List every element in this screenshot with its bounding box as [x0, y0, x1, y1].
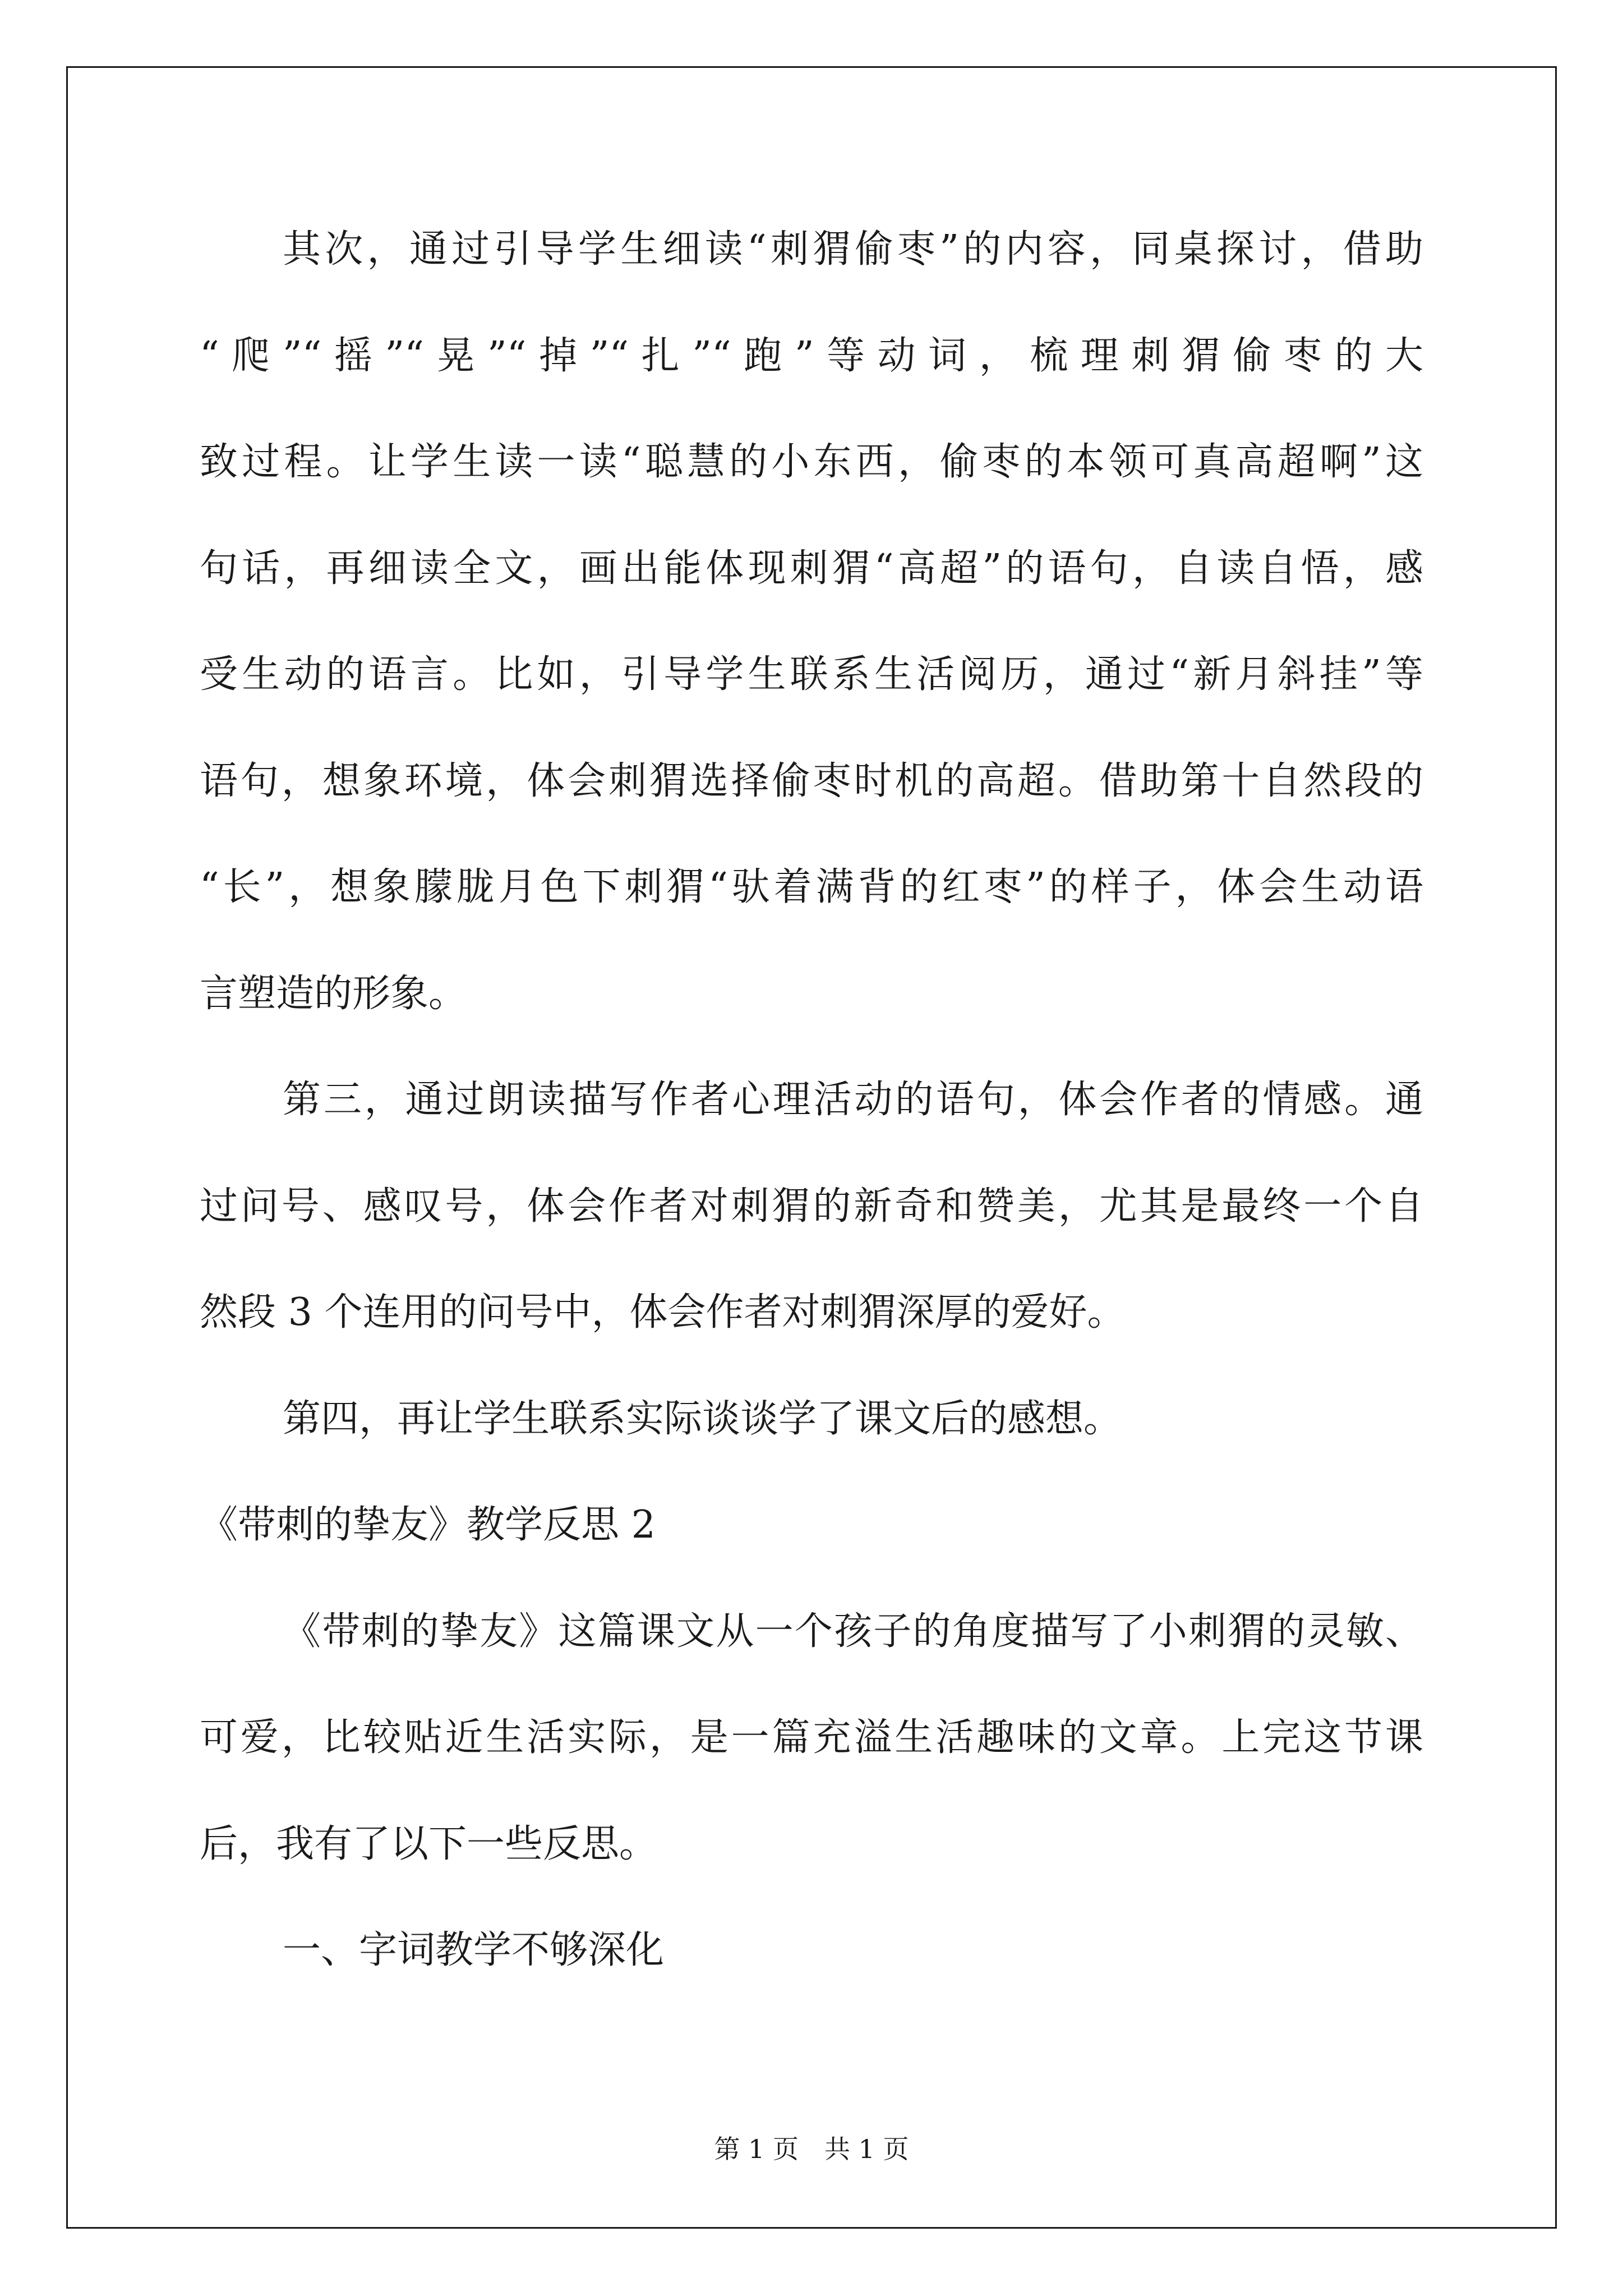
subheading: 一、字词教学不够深化	[283, 1928, 665, 1972]
text-line: 《带刺的挚友》这篇课文从一个孩子的角度描写了小刺猬的灵敏、	[283, 1609, 1423, 1654]
text-line: “爬”“摇”“晃”“掉”“扎”“跑”等动词，梳理刺猬偷枣的大	[200, 333, 1423, 378]
text-line: 受生动的语言。比如，引导学生联系生活阅历，通过“新月斜挂”等	[200, 652, 1423, 697]
text-line: 第四，再让学生联系实际谈谈学了课文后的感想。	[283, 1396, 1122, 1441]
document-body	[200, 213, 1423, 2021]
text-line: 过问号、感叹号，体会作者对刺猬的新奇和赞美，尤其是最终一个自	[200, 1184, 1423, 1228]
text-line: 其次，通过引导学生细读“刺猬偷枣”的内容，同桌探讨，借助	[283, 227, 1423, 272]
text-line: 言塑造的形象。	[200, 971, 467, 1016]
text-line: 然段 3 个连用的问号中，体会作者对刺猬深厚的爱好。	[200, 1290, 1126, 1335]
page-number-footer: 第 1 页 共 1 页	[714, 2134, 909, 2164]
text-line: 可爱，比较贴近生活实际，是一篇充溢生活趣味的文章。上完这节课	[200, 1715, 1423, 1760]
text-line: 后，我有了以下一些反思。	[200, 1821, 658, 1866]
section-heading: 《带刺的挚友》教学反思 2	[200, 1503, 656, 1547]
text-line: “长”，想象朦胧月色下刺猬“驮着满背的红枣”的样子，体会生动语	[200, 865, 1423, 909]
text-line: 致过程。让学生读一读“聪慧的小东西，偷枣的本领可真高超啊”这	[200, 440, 1423, 484]
text-line: 第三，通过朗读描写作者心理活动的语句，体会作者的情感。通	[283, 1078, 1423, 1122]
text-line: 句话，再细读全文，画出能体现刺猬“高超”的语句，自读自悟，感	[200, 546, 1423, 591]
text-line: 语句，想象环境，体会刺猬选择偷枣时机的高超。借助第十自然段的	[200, 758, 1423, 803]
